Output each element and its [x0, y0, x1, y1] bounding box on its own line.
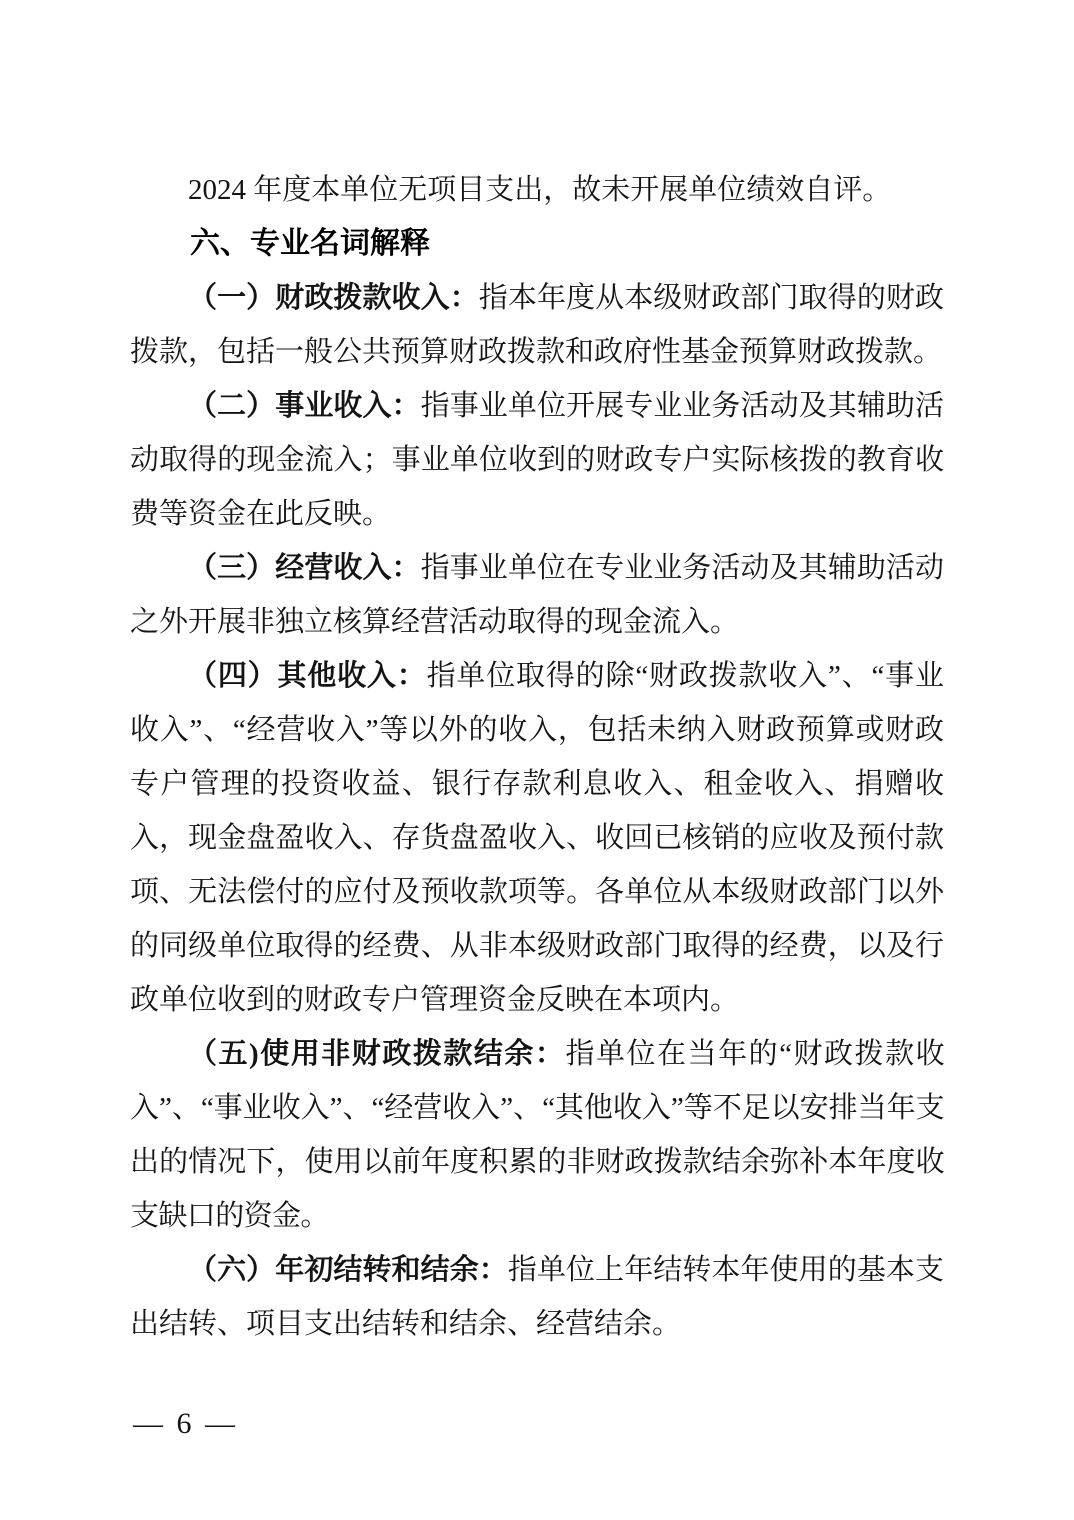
definition-term: （三）经营收入： — [188, 552, 421, 584]
definition-paragraph-4 — [130, 649, 944, 1027]
definition-paragraph-5 — [130, 1027, 944, 1243]
document-body — [130, 163, 944, 1351]
section-heading: 六、专业名词解释 — [190, 227, 430, 260]
definition-paragraph-1 — [130, 271, 944, 379]
definition-body: 指单位在当年的“财政拨款收入”、“事业收入”、“经营收入”、“其他收入”等不足以安排当年支出的情况下，使用以前年度积累的非财政拨款结余弥补本年度收支缺口的资金。 — [130, 1038, 944, 1232]
page-number: — 6 — — [133, 1407, 238, 1440]
definition-term: （五)使用非财政拨款结余： — [188, 1038, 566, 1070]
definition-body: 指事业单位在专业业务活动及其辅助活动之外开展非独立核算经营活动取得的现金流入。 — [130, 552, 944, 638]
definition-body: 指本年度从本级财政部门取得的财政拨款，包括一般公共预算财政拨款和政府性基金预算财政拨款。 — [130, 282, 944, 368]
definition-term: （六）年初结转和结余： — [188, 1254, 508, 1286]
definition-paragraph-3 — [130, 541, 944, 649]
definition-body: 指单位上年结转本年使用的基本支出结转、项目支出结转和结余、经营结余。 — [130, 1254, 944, 1340]
definition-term: （二）事业收入： — [188, 390, 421, 422]
intro-text: 2024 年度本单位无项目支出，故未开展单位绩效自评。 — [188, 174, 892, 206]
definition-body: 指单位取得的除“财政拨款收入”、“事业收入”、“经营收入”等以外的收入，包括未纳入财政预算或财政专户管理的投资收益、银行存款利息收入、租金收入、捐赠收入，现金盘盈收入、存货盘盈收入、收回已核销的应收及预付款项、无法偿付的应付及预收款项等。各单位从本级财政部门以外的同级单位取得的经费、从非本级财政部门取得的经费，以及行政单位收到的财政专户管理资金反映在本项内。 — [130, 660, 944, 1016]
definition-paragraph-2 — [130, 379, 944, 541]
paragraph-intro — [130, 163, 944, 217]
definition-paragraph-6 — [130, 1243, 944, 1351]
definition-term: （四）其他收入： — [188, 660, 427, 692]
definition-body: 指事业单位开展专业业务活动及其辅助活动取得的现金流入；事业单位收到的财政专户实际核拨的教育收费等资金在此反映。 — [130, 390, 944, 530]
definition-term: （一）财政拨款收入： — [188, 282, 479, 314]
